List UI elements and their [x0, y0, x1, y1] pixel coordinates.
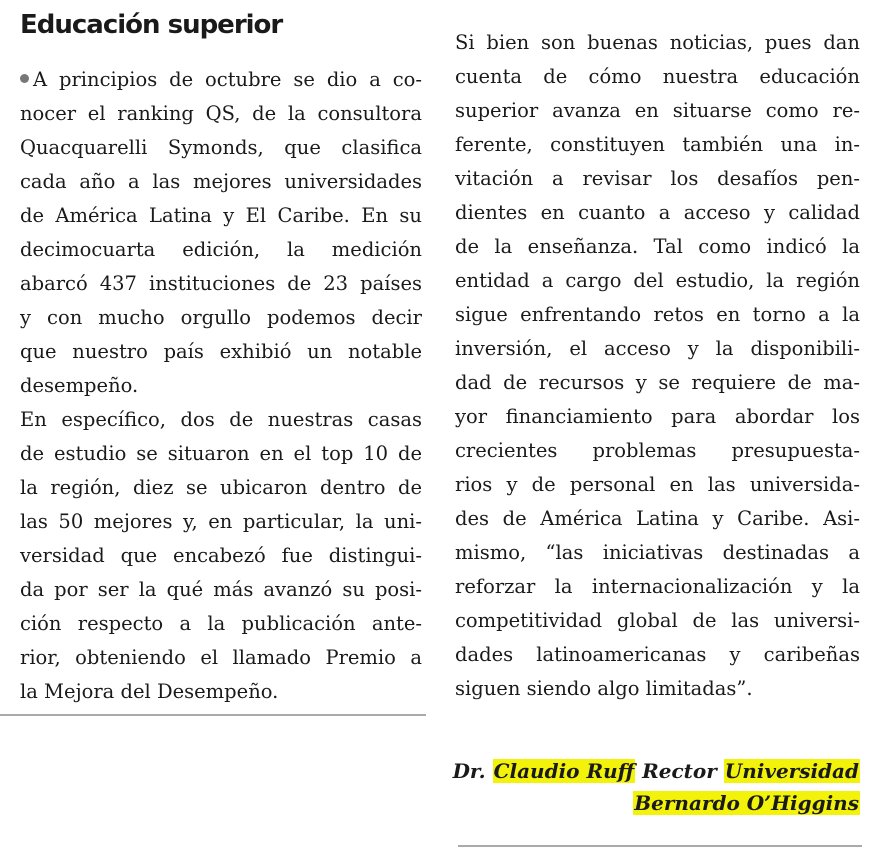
article-text-line: [455, 672, 860, 706]
article-text: sigue enfrentando retos en torno a la: [455, 303, 860, 326]
article-text-line: [20, 335, 422, 369]
article-text: dades latinoamericanas y caribeñas: [455, 643, 860, 666]
article-text-line: [455, 332, 860, 366]
article-text-line: [455, 230, 860, 264]
article-text-line: [455, 94, 860, 128]
right-divider-rule: [458, 845, 862, 847]
article-text-line: [20, 199, 422, 233]
article-text: rios y de personal en las universida-: [455, 473, 860, 496]
article-text-line: [455, 128, 860, 162]
article-text: cuenta de cómo nuestra educación: [455, 65, 860, 88]
article-text-line: [20, 573, 422, 607]
bullet-icon: [20, 74, 29, 83]
article-text-line: [20, 267, 422, 301]
article-text: Quacquarelli Symonds, que clasifica: [20, 136, 422, 159]
article-text: de la enseñanza. Tal como indicó la: [455, 235, 860, 258]
article-text-line: [455, 468, 860, 502]
article-text: abarcó 437 instituciones de 23 países: [20, 272, 422, 295]
article-text: versidad que encabezó fue distingui-: [20, 544, 422, 567]
article-text: da por ser la qué más avanzó su posi-: [20, 578, 422, 601]
article-text-line: [20, 437, 422, 471]
article-text: Si bien son buenas noticias, pues dan: [455, 31, 860, 54]
signature-role: Rector: [642, 759, 717, 783]
article-text-line: [455, 604, 860, 638]
article-text: ción respecto a la publicación ante-: [20, 612, 422, 635]
article-text: nocer el ranking QS, de la consultora: [20, 102, 422, 125]
article-text: las 50 mejores y, en particular, la uni-: [20, 510, 422, 533]
article-text: yor financiamiento para abordar los: [455, 405, 860, 428]
article-text-line: [20, 471, 422, 505]
article-text: reforzar la internacionalización y la: [455, 575, 860, 598]
article-text: ferente, constituyen también una in-: [455, 133, 860, 156]
article-text: rior, obteniendo el llamado Premio a: [20, 646, 422, 669]
article-text-line: [455, 196, 860, 230]
article-text: superior avanza en situarse como re-: [455, 99, 860, 122]
article-text-line: [20, 165, 422, 199]
article-text: decimocuarta edición, la medición: [20, 238, 422, 261]
article-text-line: [455, 60, 860, 94]
article-text: inversión, el acceso y la disponibili-: [455, 337, 860, 360]
article-text: mismo, “las iniciativas destinadas a: [455, 541, 860, 564]
article-text: A principios de octubre se dio a co-: [33, 68, 422, 91]
article-text: des de América Latina y Caribe. Asi-: [455, 507, 860, 530]
article-text-line: [455, 570, 860, 604]
article-text: desempeño.: [20, 374, 139, 397]
article-text: crecientes problemas presupuesta-: [455, 439, 860, 462]
article-text-line: [20, 131, 422, 165]
article-text: la región, diez se ubicaron dentro de: [20, 476, 422, 499]
article-text: de estudio se situaron en el top 10 de: [20, 442, 422, 465]
signature-line-2: [633, 788, 860, 818]
article-text-line: [455, 434, 860, 468]
article-headline: Educación superior: [20, 10, 283, 40]
article-text: competitividad global de las universi-: [455, 609, 860, 632]
signature-title: Dr.: [452, 759, 486, 783]
signature-name: Claudio Ruff: [493, 759, 635, 783]
signature-institution-1: Universidad: [724, 759, 859, 783]
article-text-line: [20, 641, 422, 675]
article-text-line: [455, 162, 860, 196]
article-text: que nuestro país exhibió un notable: [20, 340, 422, 363]
article-text-line: [20, 301, 422, 335]
article-text: dientes en cuanto a acceso y calidad: [455, 201, 860, 224]
article-text-line: [20, 675, 422, 709]
signature-line-1: [453, 756, 860, 786]
left-divider-rule: [0, 714, 426, 716]
article-text-line: [20, 97, 422, 131]
article-text: la Mejora del Desempeño.: [20, 680, 279, 703]
article-text: y con mucho orgullo podemos decir: [20, 306, 422, 329]
article-text-line: [455, 502, 860, 536]
article-text-line: [20, 233, 422, 267]
article-text-line: [20, 63, 422, 97]
article-text-line: [455, 264, 860, 298]
article-text-line: [455, 536, 860, 570]
article-text-line: [20, 505, 422, 539]
article-text: de América Latina y El Caribe. En su: [20, 204, 422, 227]
article-text-line: [455, 26, 860, 60]
article-text-line: [455, 366, 860, 400]
article-text-line: [20, 403, 422, 437]
article-text: dad de recursos y se requiere de ma-: [455, 371, 860, 394]
article-text-line: [455, 638, 860, 672]
article-text: entidad a cargo del estudio, la región: [455, 269, 860, 292]
article-text-line: [455, 298, 860, 332]
article-text-line: [20, 539, 422, 573]
article-text: En específico, dos de nuestras casas: [20, 408, 422, 431]
article-text-line: [20, 607, 422, 641]
signature-institution-2: Bernardo O’Higgins: [634, 791, 859, 815]
article-text: cada año a las mejores universidades: [20, 170, 422, 193]
article-text: vitación a revisar los desafíos pen-: [455, 167, 860, 190]
article-text: siguen siendo algo limitadas”.: [455, 677, 753, 700]
article-text-line: [20, 369, 422, 403]
article-text-line: [455, 400, 860, 434]
